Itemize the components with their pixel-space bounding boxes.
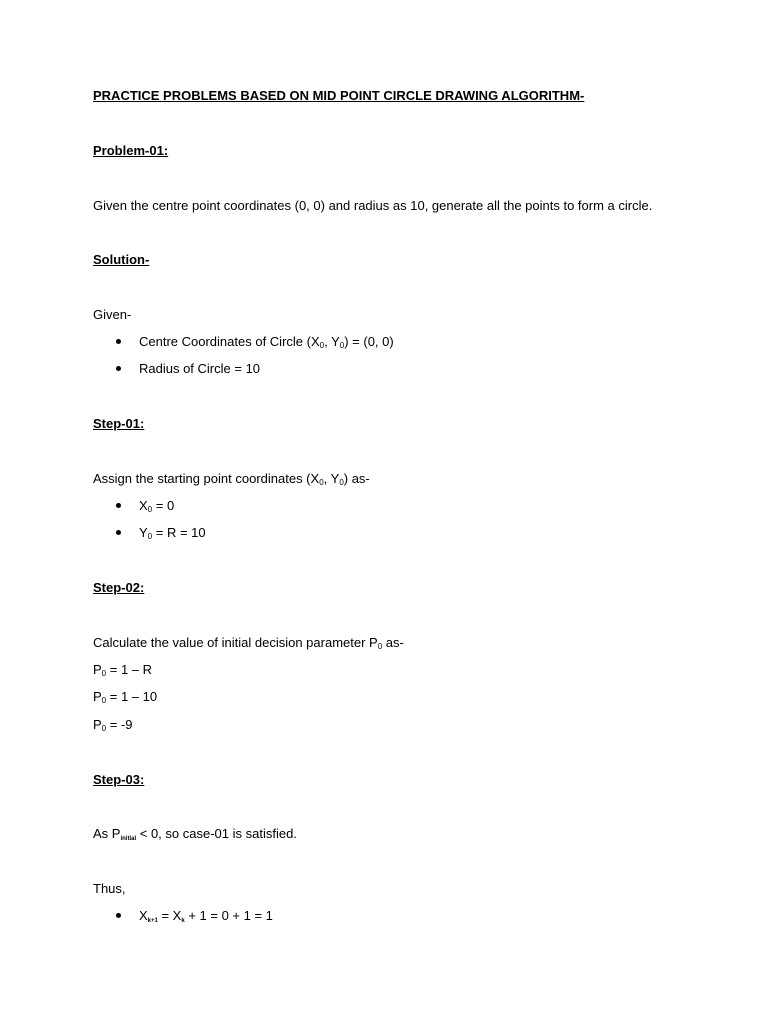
step03-x-increment: $X_{k+1} = X_k + 1 = 0 + 1 = 1$ (139, 908, 273, 924)
given-label: Given- (93, 307, 132, 322)
solution-heading: Solution- (93, 252, 150, 267)
step01-heading: Step-01: (93, 416, 145, 431)
step01-intro: Assign the starting point coordinates ($X_0$, $Y_0$) as- (93, 471, 370, 487)
bullet-dot (116, 339, 121, 344)
step03-heading: Step-03: (93, 772, 145, 787)
step02-equation-2: $P_0 = 1 - 10$ (93, 689, 158, 705)
bullet-dot (116, 503, 121, 508)
document-title: PRACTICE PROBLEMS BASED ON MID POINT CIRCLE DRAWING ALGORITHM- (93, 88, 585, 103)
given-radius-item: Radius of Circle = 10 (139, 361, 261, 376)
step01-x0: $X_0 = 0$ (139, 498, 175, 514)
given-centre-item: Centre Coordinates of Circle ($X_0$, $Y_0) = (0$, 0) (139, 334, 394, 350)
bullet-dot (116, 366, 121, 371)
step02-intro: Calculate the value of initial decision parameter $P_0$ as- (93, 635, 404, 651)
bullet-dot (116, 530, 121, 535)
step03-condition: As $P_{initial} < 0$, so case-01 is satisfied. (93, 826, 297, 842)
step02-heading: Step-02: (93, 580, 145, 595)
step02-equation-1: $P_0 = 1 - R$ (93, 662, 153, 678)
step01-y0: $Y_0 = R = 10$ (139, 525, 206, 541)
step02-equation-3: $P_0 = -9$ (93, 717, 133, 733)
problem-heading: Problem-01: (93, 143, 169, 158)
problem-statement: Given the centre point coordinates (0, 0) and radius as 10, generate all the points to form a circle. (93, 198, 653, 213)
step03-thus: Thus, (93, 881, 126, 896)
bullet-dot (116, 913, 121, 918)
